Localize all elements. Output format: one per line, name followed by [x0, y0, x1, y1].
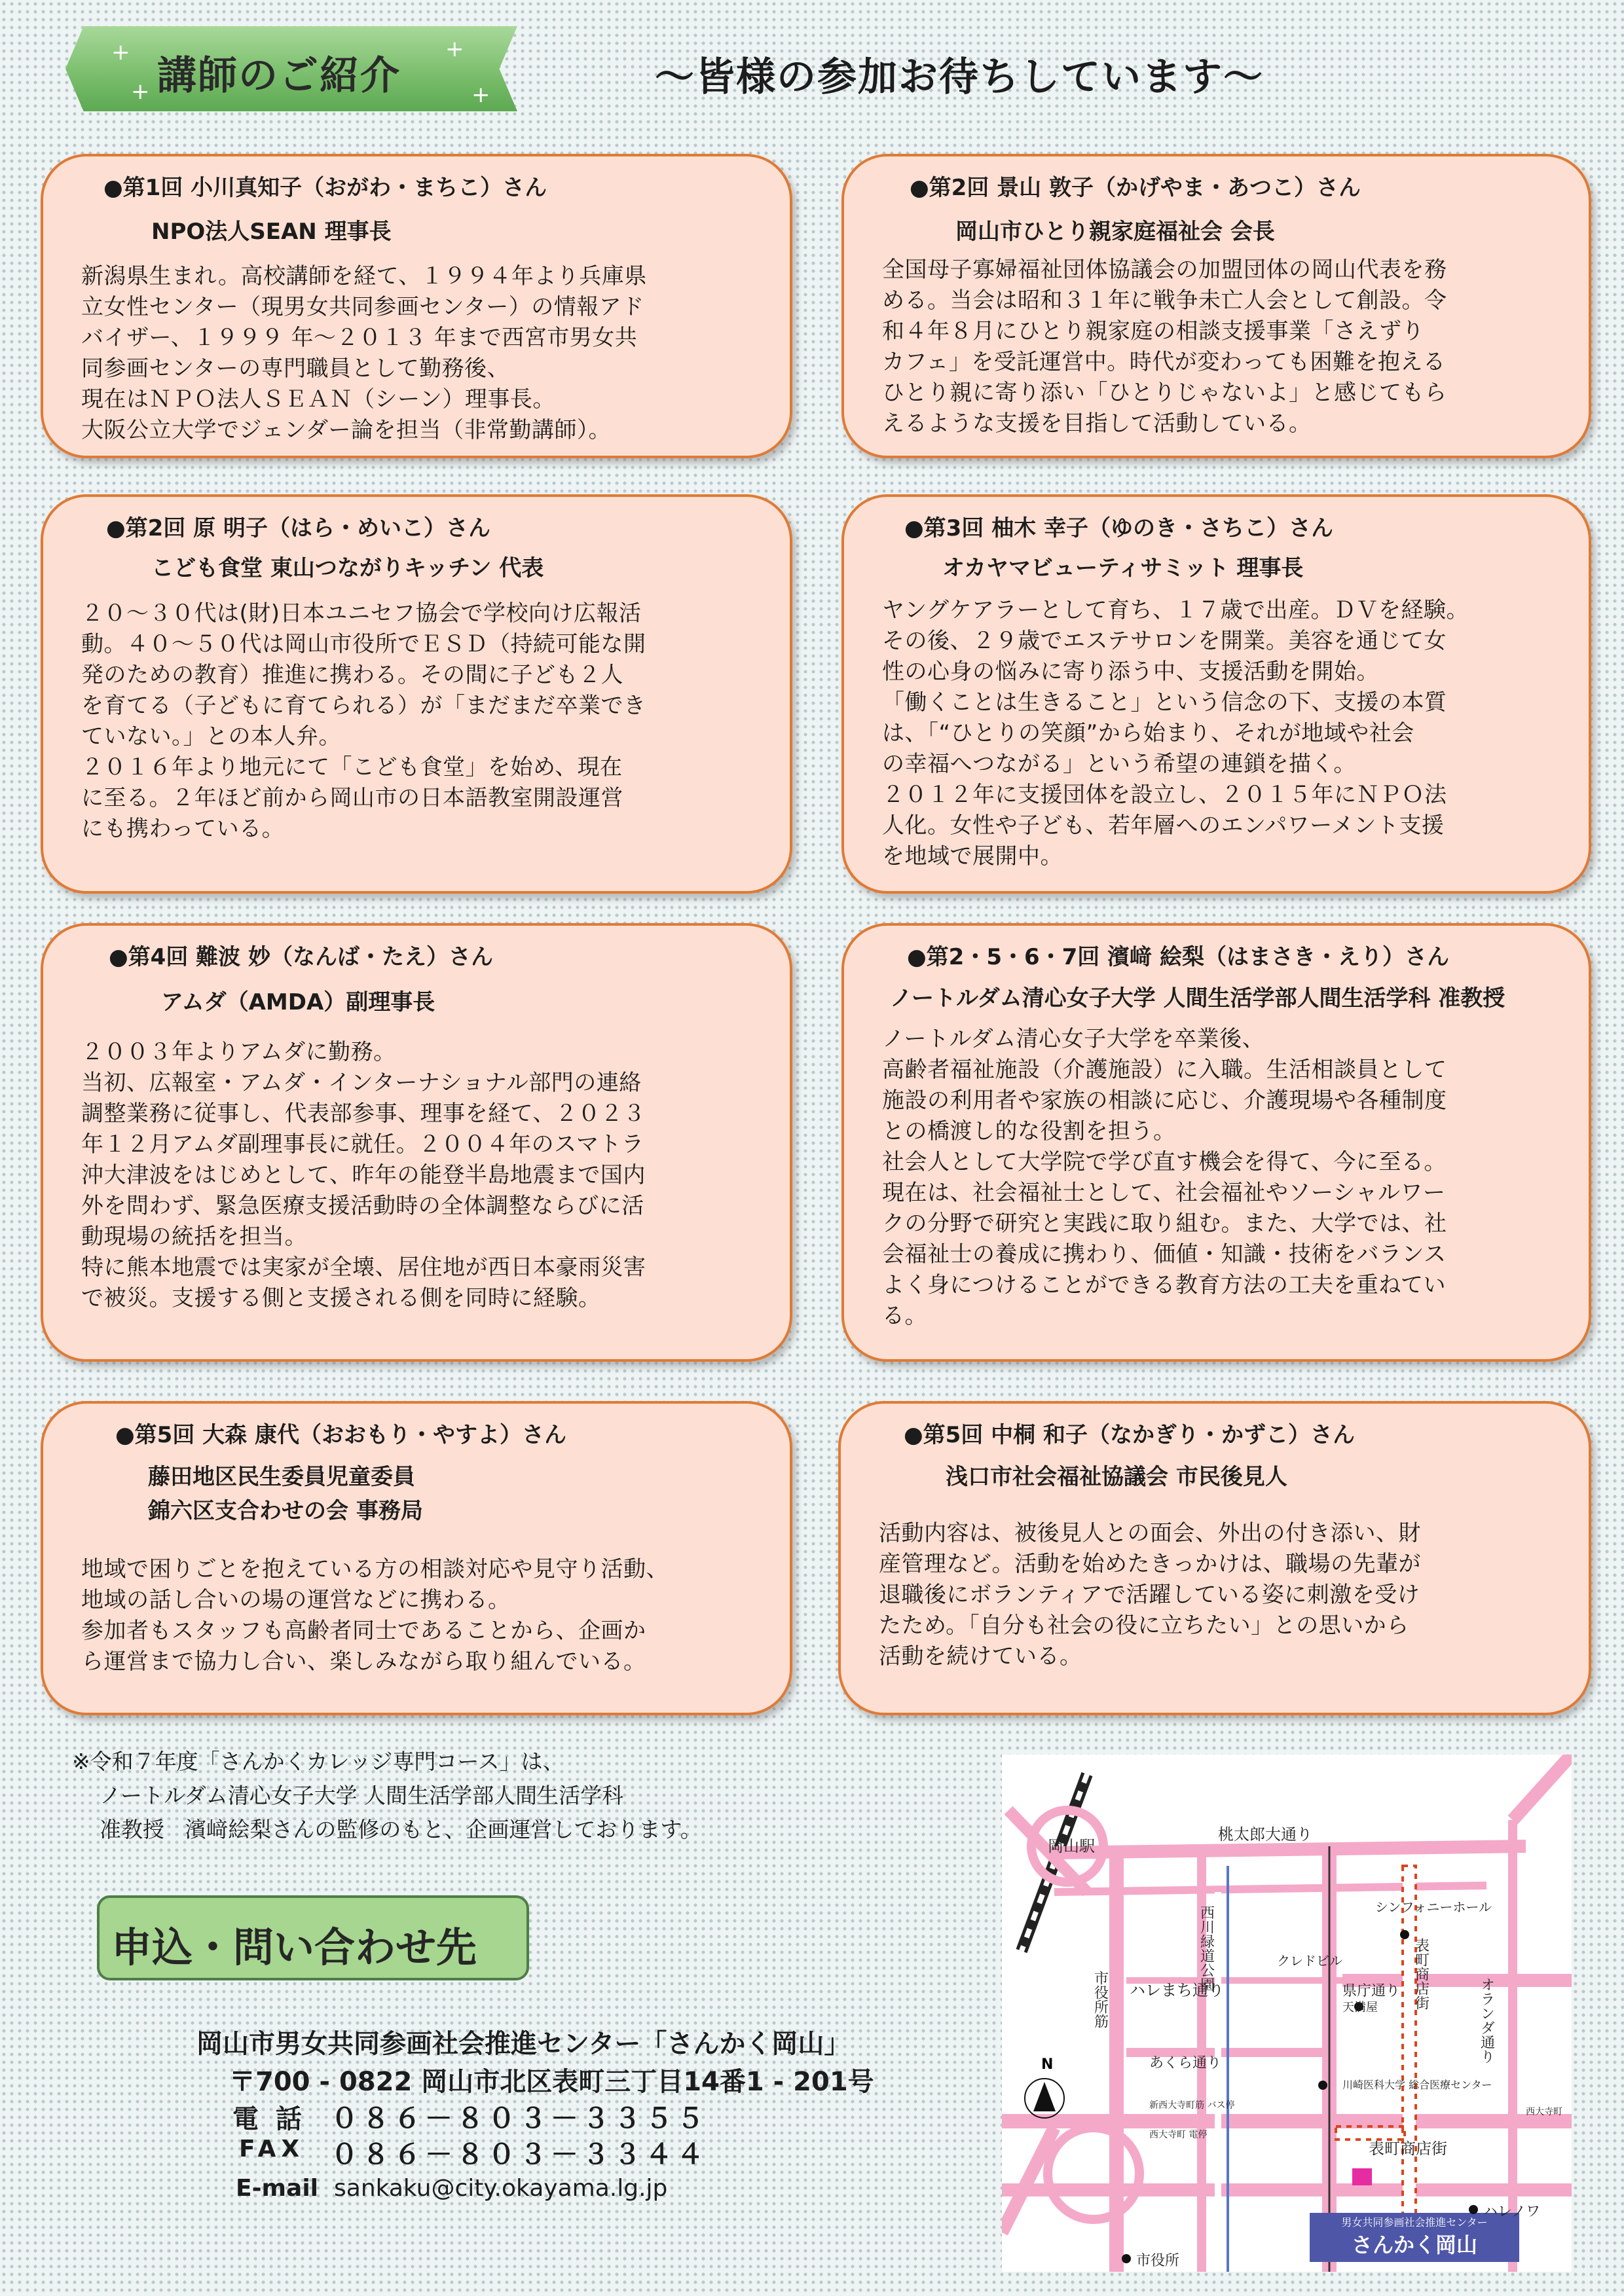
address: 〒700 - 0822 岡山市北区表町三丁目14番1 - 201号 — [229, 2067, 874, 2097]
speaker-card — [841, 494, 1591, 894]
course-note: ※令和７年度「さんかくカレッジ専門コース」は、 ノートルダム清心女子大学 人間生活学部人間生活学科 准教授 濱﨑絵梨さんの監修のもと、企画運営しております。 — [72, 1749, 702, 1842]
map-label: 川崎医科大学 総合医療センター — [1342, 2079, 1492, 2091]
org-name: 岡山市男女共同参画社会推進センター「さんかく岡山」 — [196, 2029, 851, 2059]
speaker-card — [838, 1401, 1591, 1715]
speaker-bio: ２００３年よりアムダに勤務。 当初、広報室・アムダ・インターナショナル部門の連絡 調整業務に従事し、代表部参事、理事を経て、２０２３ 年１２月アムダ副理事長に就任。２００４年のスマトラ 沖大津波をはじめとして、昨年の能登半島地震まで国内 外を問わず、緊急医療支援活動時の全体調整ならびに活 動現場の統括を担当。 特に熊本地震では実家が全壊、居住地が西日本豪雨災害 で被災。支援する側と支援される側を同時に経験。 — [81, 1039, 646, 1311]
speaker-title: NPO法人SEAN 理事長 — [151, 219, 392, 245]
speaker-name: ●第1回 小川真知子（おがわ・まちこ）さん — [103, 175, 547, 201]
speaker-card — [841, 154, 1591, 458]
sparkle-icon: + — [111, 39, 130, 65]
speaker-bio: 地域で困りごとを抱えている方の相談対応や見守り活動、 地域の話し合いの場の運営などに携わる。 参加者もスタッフも高齢者同士であることから、企画か ら運営まで協力し合い、楽しみながら取り組んでいる。 — [81, 1556, 669, 1675]
speaker-title: アムダ（AMDA）副理事長 — [161, 989, 435, 1015]
map-label: クレドビル — [1277, 1953, 1342, 1969]
speaker-card — [841, 923, 1591, 1362]
speaker-name: ●第3回 柚木 幸子（ゆのき・さちこ）さん — [904, 515, 1333, 541]
speaker-name: ●第2回 景山 敦子（かげやま・あつこ）さん — [910, 175, 1361, 201]
section-title: 講師のご紹介 — [157, 53, 401, 99]
map-label: 市役所筋 — [1092, 1971, 1109, 2028]
speaker-bio: 活動内容は、被後見人との面会、外出の付き添い、財 産管理など。活動を始めたきっかけは、職場の先輩が 退職後にボランティアで活躍している姿に刺激を受け たため。「自分も社会の役に立ちたい」との思いから 活動を続けている。 — [879, 1520, 1421, 1669]
tel-number[interactable]: ０８６－８０３－３３５５ — [331, 2102, 709, 2134]
map-svg — [1002, 1755, 1572, 2272]
landmark-dot — [1400, 1930, 1409, 1939]
map-label: 西大寺町 電停 — [1149, 2130, 1208, 2140]
speaker-bio: ヤングケアラーとして育ち、１７歳で出産。ＤＶを経験。 その後、２９歳でエステサロンを開業。美容を通じて女 性の心身の悩みに寄り添う中、支援活動を開始。 「働くことは生きること」という信念の下、支援の本質 は、「“ひとりの笑顔”から始まり、それが地域や社会 の幸福へつながる」という希望の連鎖を描く。 ２０１２年に支援団体を設立し、２０１５年にＮＰＯ法 人化。女性や子ども、若年層へのエンパワーメント支援 を地域で展開中。 — [882, 597, 1469, 869]
speaker-name: ●第5回 大森 康代（おおもり・やすよ）さん — [115, 1422, 566, 1448]
speaker-name: ●第5回 中桐 和子（なかぎり・かずこ）さん — [904, 1422, 1355, 1448]
arcade-hatching — [1336, 1866, 1416, 2232]
map-label: 西川緑道公園 — [1198, 1905, 1215, 1992]
fax-number: ０８６－８０３－３３４４ — [331, 2138, 709, 2170]
speaker-title: 岡山市ひとり親家庭福祉会 会長 — [955, 219, 1275, 245]
speaker-bio: ノートルダム清心女子大学を卒業後、 高齢者福祉施設（介護施設）に入職。生活相談員として 施設の利用者や家族の相談に応じ、介護現場や各種制度 との橋渡し的な役割を担う。 社会人として大学院で学び直す機会を得て、今に至る。 現在は、社会福祉士として、社会福祉やソーシャルワー クの分野で研究と実践に取り組む。また、大学では、社 会福祉士の養成に携わり、価値・知識・技術をバランス よく身につけることができる教育方法の工夫を重ねてい る。 — [882, 1026, 1447, 1329]
page-headline: 〜皆様の参加お待ちしています〜 — [655, 54, 1264, 100]
speaker-title: ノートルダム清心女子大学 人間生活学部人間生活学科 准教授 — [890, 985, 1505, 1011]
speaker-card — [41, 1401, 792, 1715]
speaker-title: こども食堂 東山つながりキッチン 代表 — [151, 555, 544, 581]
landmark-dot — [1469, 2205, 1478, 2214]
speaker-name: ●第2・5・6・7回 濱﨑 絵梨（はまさき・えり）さん — [907, 944, 1449, 970]
fax-label: FAX — [239, 2136, 305, 2162]
map-label: 表町商店街 — [1369, 2140, 1447, 2158]
map-label: オランダ通り — [1478, 1977, 1495, 2064]
access-map — [1002, 1755, 1572, 2272]
map-label: 天満屋 — [1342, 2001, 1378, 2014]
map-label: 県庁通り — [1342, 1983, 1401, 1999]
map-label: あくら通り — [1149, 2055, 1222, 2071]
speaker-title: 浅口市社会福祉協議会 市民後見人 — [946, 1464, 1287, 1490]
banner-title: さんかく岡山 — [1351, 2232, 1478, 2257]
landmark-dot — [1122, 2254, 1131, 2263]
map-label: 桃太郎大通り — [1218, 1825, 1312, 1844]
email-link[interactable]: sankaku@city.okayama.lg.jp — [334, 2175, 668, 2202]
map-label: 岡山駅 — [1048, 1837, 1095, 1855]
speaker-card — [41, 154, 792, 458]
speaker-name: ●第2回 原 明子（はら・めいこ）さん — [106, 515, 490, 541]
sparkle-icon: + — [471, 82, 490, 108]
sparkle-icon: + — [131, 79, 150, 105]
sparkle-icon: + — [445, 36, 464, 62]
map-label: ハレノワ — [1483, 2204, 1541, 2220]
tel-label: 電 話 — [232, 2104, 306, 2134]
speaker-bio: ２０〜３０代は(財)日本ユニセフ協会で学校向け広報活 動。４０〜５０代は岡山市役所でＥＳＤ（持続可能な開 発のための教育）推進に携わる。その間に子ども２人 を育てる（子どもに育てられる）が「まだまだ卒業でき ていない。」との本人弁。 ２０１６年より地元にて「こども食堂」を始め、現在 に至る。２年ほど前から岡山市の日本語教室開設運営 にも携わっている。 — [81, 600, 646, 842]
speaker-name: ●第4回 難波 妙（なんば・たえ）さん — [109, 944, 493, 970]
map-label: シンフォニーホール — [1375, 1899, 1492, 1915]
banner-small: 男女共同参画社会推進センター — [1341, 2216, 1488, 2229]
speaker-bio: 全国母子寡婦福祉団体協議会の加盟団体の岡山代表を務 める。当会は昭和３１年に戦争未亡人会として創設。令 和４年８月にひとり親家庭の相談支援事業「さえずり カフェ」を受託運営中。時代が変わっても困難を抱える ひとり親に寄り添い「ひとりじゃないよ」と感じてもら えるような支援を目指して活動している。 — [882, 257, 1447, 437]
speaker-bio: 新潟県生まれ。高校講師を経て、１９９４年より兵庫県 立女性センター（現男女共同参画センター）の情報アド バイザー、１９９９ 年〜２０１３ 年まで西宮市男女共 同参画センターの専門職員として勤務後、 現在はＮＰＯ法人ＳＥＡＮ（シーン）理事長。 大阪公立大学でジェンダー論を担当（非常勤講師）。 — [81, 263, 647, 443]
destination-marker — [1352, 2168, 1372, 2185]
speaker-title: 藤田地区民生委員児童委員 — [148, 1464, 415, 1490]
landmark-dot — [1318, 2081, 1327, 2090]
map-label: ハレまち通り — [1130, 1981, 1224, 1999]
speaker-card — [41, 494, 792, 894]
speaker-title: オカヤマビューティサミット 理事長 — [942, 555, 1304, 581]
inquiry-label: 申込・問い合わせ先 — [111, 1923, 477, 1971]
map-label: 西大寺町 — [1526, 2107, 1562, 2117]
speaker-card — [41, 923, 792, 1362]
map-label: 新西大寺町筋 バス停 — [1149, 2100, 1235, 2111]
speaker-title: 錦六区支合わせの会 事務局 — [148, 1498, 423, 1524]
north-arrow-icon — [1033, 2082, 1056, 2111]
map-label: 市役所 — [1136, 2253, 1180, 2269]
email-label: E-mail — [236, 2175, 319, 2202]
north-label: N — [1041, 2056, 1054, 2073]
map-label: 表町商店街 — [1412, 1938, 1430, 2010]
